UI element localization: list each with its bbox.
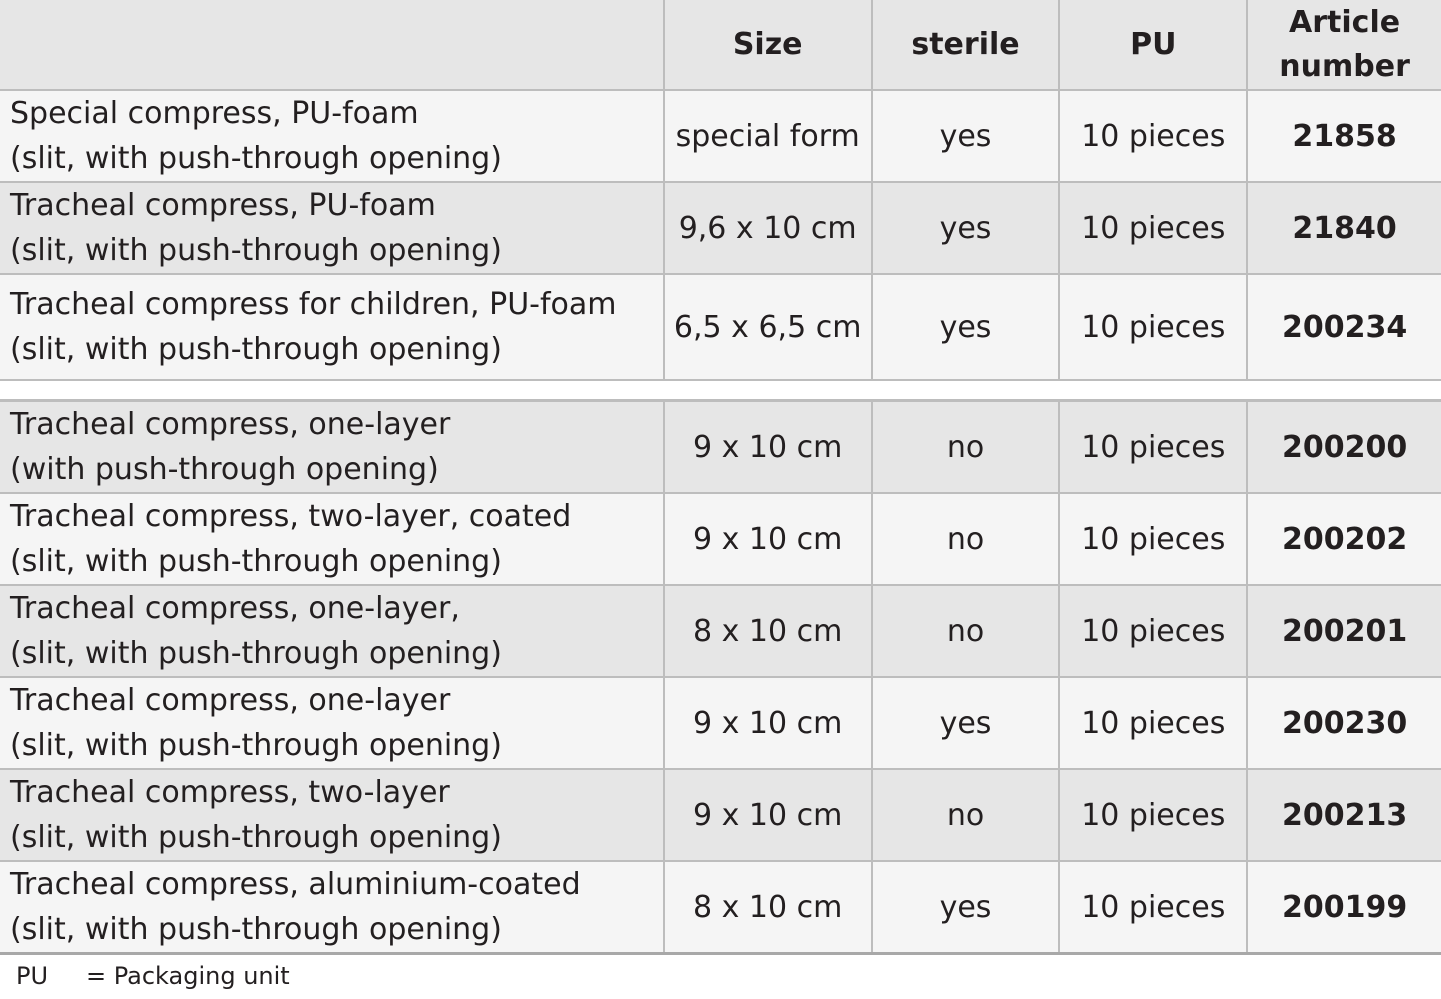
product-table-gauze — [0, 399, 1441, 955]
size-cell: 9 x 10 cm — [664, 401, 872, 494]
table-row — [0, 769, 1441, 861]
pu-cell: 10 pieces — [1059, 274, 1247, 380]
pu-cell: 10 pieces — [1059, 401, 1247, 494]
legend — [16, 962, 290, 990]
legend-definition: = Packaging unit — [86, 962, 290, 990]
sterile-cell: yes — [872, 677, 1060, 769]
description-line-2: (slit, with push-through opening) — [10, 332, 502, 367]
product-table-foam — [0, 0, 1441, 381]
product-description — [0, 401, 664, 494]
header-size: Size — [664, 0, 872, 90]
product-description — [0, 861, 664, 954]
description-line-2: (slit, with push-through opening) — [10, 912, 502, 947]
table-row — [0, 861, 1441, 954]
product-description — [0, 182, 664, 274]
article-number-cell: 200200 — [1247, 401, 1441, 494]
description-line-1: Tracheal compress, one-layer, — [10, 591, 460, 626]
size-cell: 9 x 10 cm — [664, 677, 872, 769]
pu-cell: 10 pieces — [1059, 861, 1247, 954]
article-number-cell: 200202 — [1247, 493, 1441, 585]
description-line-1: Tracheal compress, PU-foam — [10, 188, 436, 223]
table-row — [0, 182, 1441, 274]
size-cell: 8 x 10 cm — [664, 861, 872, 954]
sterile-cell: yes — [872, 274, 1060, 380]
table-row — [0, 493, 1441, 585]
table-row — [0, 677, 1441, 769]
sterile-cell: no — [872, 401, 1060, 494]
header-article-number: Article number — [1247, 0, 1441, 90]
description-line-2: (slit, with push-through opening) — [10, 544, 502, 579]
description-line-1: Special compress, PU-foam — [10, 96, 419, 131]
description-line-2: (slit, with push-through opening) — [10, 636, 502, 671]
sterile-cell: no — [872, 769, 1060, 861]
description-line-1: Tracheal compress, one-layer — [10, 407, 451, 442]
description-line-2: (slit, with push-through opening) — [10, 728, 502, 763]
product-description — [0, 677, 664, 769]
description-line-2: (with push-through opening) — [10, 452, 439, 487]
header-description — [0, 0, 664, 90]
description-line-1: Tracheal compress, two-layer — [10, 775, 450, 810]
pu-cell: 10 pieces — [1059, 493, 1247, 585]
size-cell: 9 x 10 cm — [664, 769, 872, 861]
article-number-cell: 200213 — [1247, 769, 1441, 861]
pu-cell: 10 pieces — [1059, 677, 1247, 769]
article-number-cell: 21840 — [1247, 182, 1441, 274]
table-row — [0, 90, 1441, 182]
header-sterile: sterile — [872, 0, 1060, 90]
table-header-row — [0, 0, 1441, 90]
description-line-1: Tracheal compress for children, PU-foam — [10, 287, 617, 322]
sterile-cell: no — [872, 493, 1060, 585]
description-line-2: (slit, with push-through opening) — [10, 233, 502, 268]
article-number-cell: 200234 — [1247, 274, 1441, 380]
description-line-2: (slit, with push-through opening) — [10, 141, 502, 176]
sterile-cell: yes — [872, 90, 1060, 182]
size-cell: 9 x 10 cm — [664, 493, 872, 585]
sterile-cell: yes — [872, 182, 1060, 274]
size-cell: 6,5 x 6,5 cm — [664, 274, 872, 380]
article-number-cell: 200230 — [1247, 677, 1441, 769]
table-row — [0, 274, 1441, 380]
table-row — [0, 401, 1441, 494]
product-description — [0, 90, 664, 182]
size-cell: 8 x 10 cm — [664, 585, 872, 677]
sterile-cell: no — [872, 585, 1060, 677]
article-number-cell: 21858 — [1247, 90, 1441, 182]
article-number-cell: 200201 — [1247, 585, 1441, 677]
pu-cell: 10 pieces — [1059, 90, 1247, 182]
header-pu: PU — [1059, 0, 1247, 90]
legend-abbreviation: PU — [16, 962, 49, 990]
pu-cell: 10 pieces — [1059, 769, 1247, 861]
size-cell: special form — [664, 90, 872, 182]
product-description — [0, 769, 664, 861]
description-line-1: Tracheal compress, one-layer — [10, 683, 451, 718]
description-line-1: Tracheal compress, two-layer, coated — [10, 499, 572, 534]
article-number-cell: 200199 — [1247, 861, 1441, 954]
sterile-cell: yes — [872, 861, 1060, 954]
pu-cell: 10 pieces — [1059, 182, 1247, 274]
description-line-1: Tracheal compress, aluminium-coated — [10, 867, 581, 902]
pu-cell: 10 pieces — [1059, 585, 1247, 677]
product-description — [0, 493, 664, 585]
product-description — [0, 274, 664, 380]
description-line-2: (slit, with push-through opening) — [10, 820, 502, 855]
table-row — [0, 585, 1441, 677]
product-description — [0, 585, 664, 677]
size-cell: 9,6 x 10 cm — [664, 182, 872, 274]
